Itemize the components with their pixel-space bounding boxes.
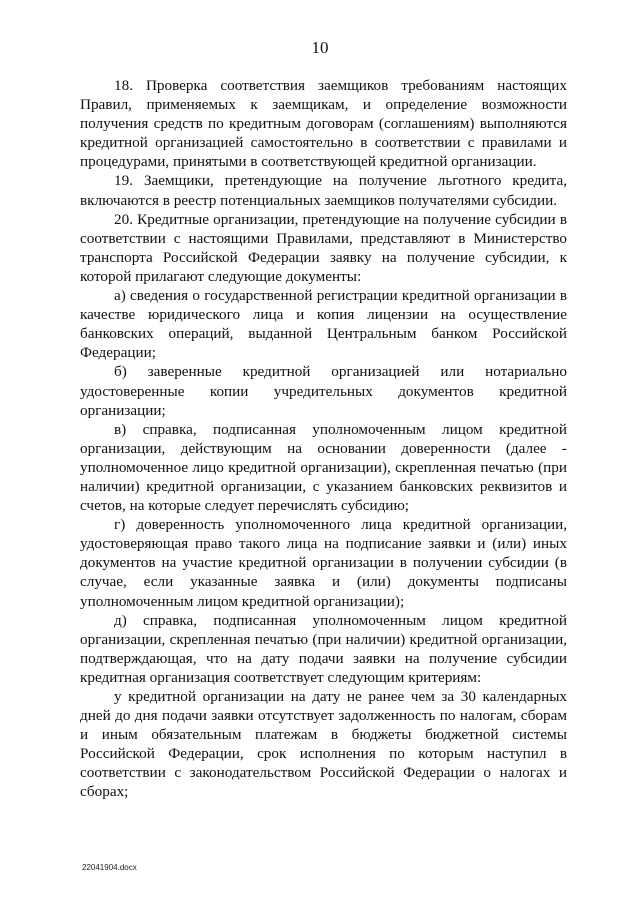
document-file-code: 22041904.docx <box>82 863 137 872</box>
paragraph-20-d: д) справка, подписанная уполномоченным лицом кредитной организации, скрепленная печатью (при наличии) кредитной организации, подтверждающая, что на дату подачи заявки на получение субсидии кредитная организация соответствует следующим критериям: <box>80 611 567 686</box>
page-number: 10 <box>311 38 329 57</box>
paragraph-20: 20. Кредитные организации, претендующие на получение субсидии в соответствии с настоящими Правилами, представляют в Министерство транспорта Российской Федерации заявку на получение субсидии, к которой прилагают следующие документы: <box>80 210 567 285</box>
paragraph-20-d-criterion-1: у кредитной организации на дату не ранее чем за 30 календарных дней до дня подачи заявки отсутствует задолженность по налогам, сборам и иным обязательным платежам в бюджеты бюджетной системы Российской Федерации, срок исполнения по которым наступил в соответствии с законодательством Российской Федерации о налогах и сборах; <box>80 688 567 801</box>
paragraph-20-v: в) справка, подписанная уполномоченным лицом кредитной организации, действующим на основании доверенности (далее - уполномоченное лицо кредитной организации), скрепленная печатью (при наличии) кредитной организации, с указанием банковских реквизитов и счетов, на которые следует перечислять субсидию; <box>80 420 567 515</box>
document-body <box>80 76 567 802</box>
paragraph-20-g: г) доверенность уполномоченного лица кредитной организации, удостоверяющая право такого лица на подписание заявки и (или) иных документов на участие кредитной организации в получении субсидии (в случае, если указанные заявка и (или) документы подписаны уполномоченным лицом кредитной организации); <box>80 516 567 610</box>
paragraph-18: 18. Проверка соответствия заемщиков требованиям настоящих Правил, применяемых к заемщикам, и определение возможности получения средств по кредитным договорам (соглашениям) выполняются кредитной организацией самостоятельно в соответствии с правилами и процедурами, принятыми в соответствующей кредитной организации. <box>80 77 567 171</box>
paragraph-20-a: а) сведения о государственной регистрации кредитной организации в качестве юридического лица и копия лицензии на осуществление банковских операций, выданной Центральным банком Российской Федерации; <box>80 287 567 362</box>
paragraph-19: 19. Заемщики, претендующие на получение льготного кредита, включаются в реестр потенциальных заемщиков получателями субсидии. <box>80 172 567 209</box>
paragraph-20-b: б) заверенные кредитной организацией или нотариально удостоверенные копии учредительных документов кредитной организации; <box>80 363 567 419</box>
